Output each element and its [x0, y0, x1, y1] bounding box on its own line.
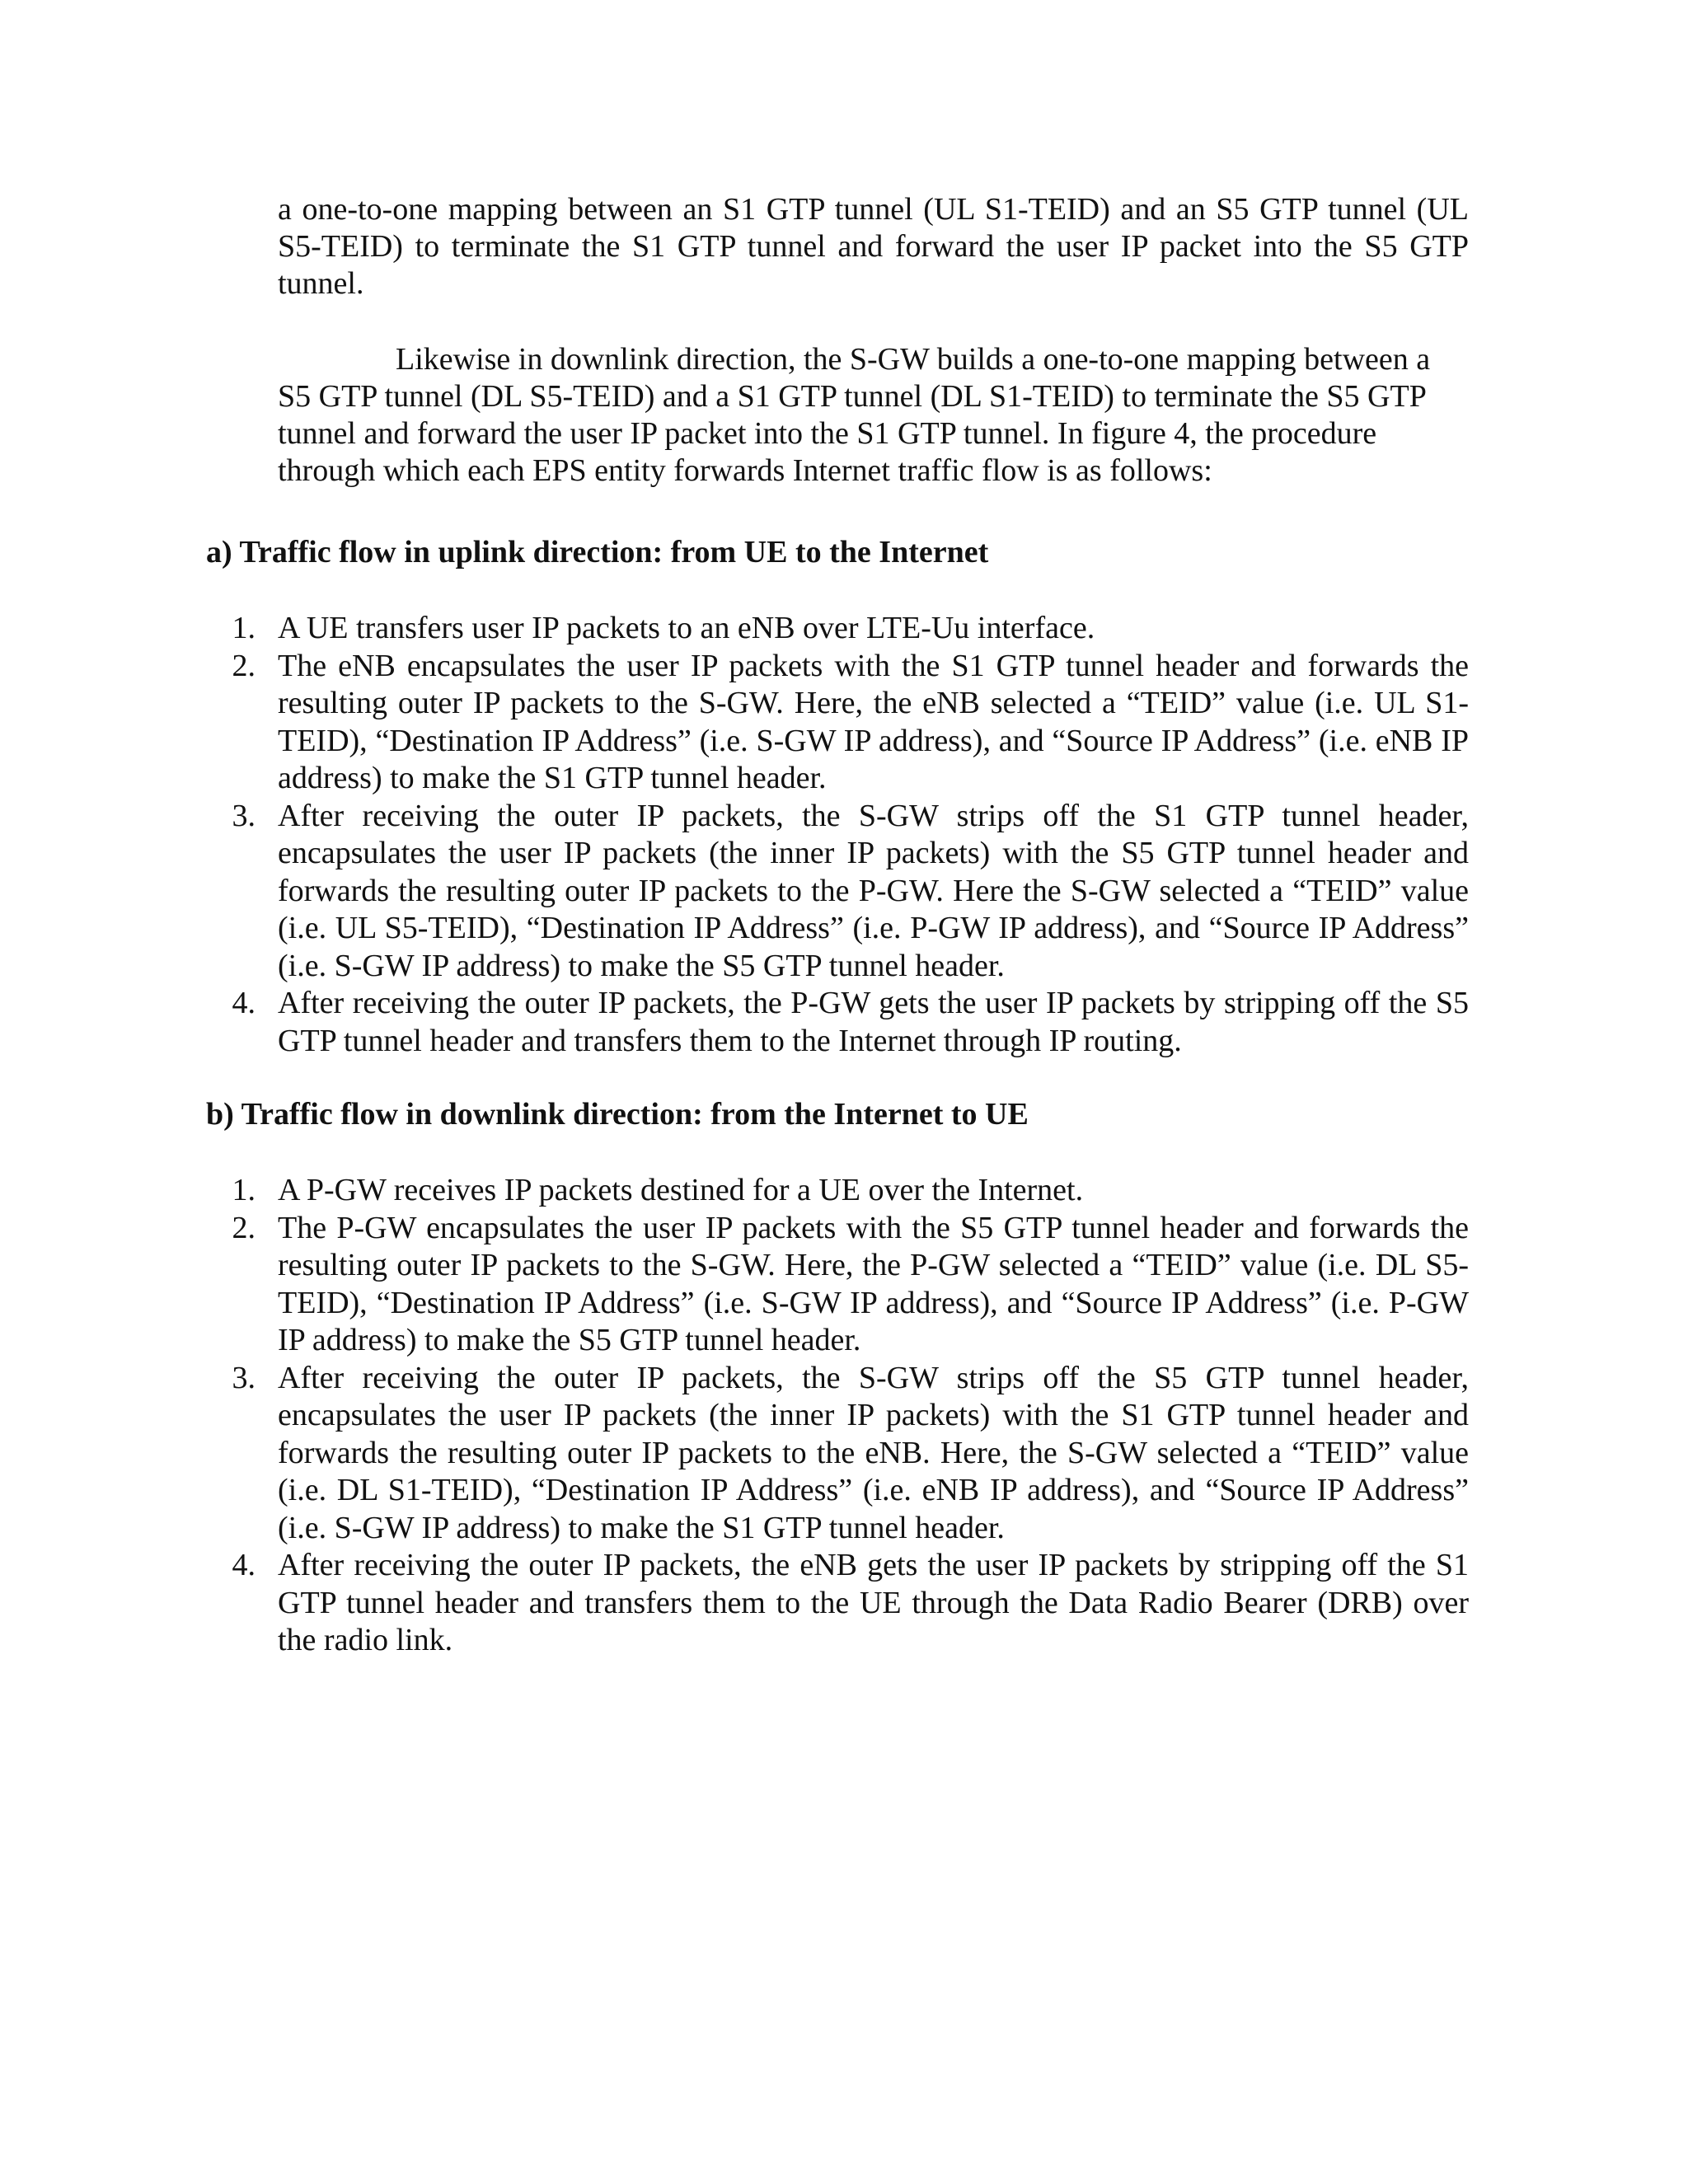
downlink-mapping-paragraph: Likewise in downlink direction, the S-GW builds a one-to-one mapping between a S5 GTP tunnel (DL S5-TEID) and a S1 GTP tunnel (DL S1-TEID) to terminate the S5 GTP tunnel and forward the user IP packet into the S1 GTP tunnel. In figure 4, the procedure through which each EPS entity forwards Internet traffic flow is as follows: — [278, 342, 1431, 488]
step-text: The P-GW encapsulates the user IP packets with the S5 GTP tunnel header and forwards the resulting outer IP packets to the S-GW. Here, the P-GW selected a “TEID” value (i.e. DL S5-TEID), “Destination IP Address” (i.e. S-GW IP address), and “Source IP Address” (i.e. P-GW IP address) to make the S5 GTP tunnel header. — [278, 1210, 1469, 1357]
step-number: 1. — [232, 1173, 256, 1207]
list-item — [223, 610, 1469, 648]
step-number: 4. — [232, 1548, 256, 1582]
list-item — [223, 798, 1469, 986]
list-item — [223, 1547, 1469, 1660]
step-text: The eNB encapsulates the user IP packets with the S1 GTP tunnel header and forwards the resulting outer IP packets to the S-GW. Here, the eNB selected a “TEID” value (i.e. UL S1-TEID), “Destination IP Address” (i.e. S-GW IP address), and “Source IP Address” (i.e. eNB IP address) to make the S1 GTP tunnel header. — [278, 648, 1469, 795]
downlink-section-heading: b) Traffic flow in downlink direction: from the Internet to UE — [206, 1097, 1029, 1132]
step-text: After receiving the outer IP packets, the eNB gets the user IP packets by stripping off the S1 GTP tunnel header and transfers them to the UE through the Data Radio Bearer (DRB) over the radio link. — [278, 1548, 1469, 1657]
step-number: 2. — [232, 648, 256, 683]
step-text: After receiving the outer IP packets, the S-GW strips off the S5 GTP tunnel header, encapsulates the user IP packets (the inner IP packets) with the S1 GTP tunnel header and forwards the resulting outer IP packets to the eNB. Here, the S-GW selected a “TEID” value (i.e. DL S1-TEID), “Destination IP Address” (i.e. eNB IP address), and “Source IP Address” (i.e. S-GW IP address) to make the S1 GTP tunnel header. — [278, 1360, 1469, 1545]
list-item — [223, 1360, 1469, 1548]
step-text: A UE transfers user IP packets to an eNB over LTE-Uu interface. — [278, 611, 1095, 645]
list-item — [223, 648, 1469, 798]
intro-paragraph-continuation: a one-to-one mapping between an S1 GTP tunnel (UL S1-TEID) and an S5 GTP tunnel (UL S5-TEID) to terminate the S1 GTP tunnel and forward the user IP packet into the S5 GTP tunnel. — [278, 192, 1469, 301]
downlink-steps-list — [223, 1172, 1469, 1660]
list-item — [223, 985, 1469, 1060]
step-number: 2. — [232, 1210, 256, 1245]
step-number: 1. — [232, 611, 256, 645]
step-number: 4. — [232, 986, 256, 1020]
step-text: After receiving the outer IP packets, the P-GW gets the user IP packets by stripping off the S5 GTP tunnel header and transfers them to the Internet through IP routing. — [278, 986, 1469, 1058]
list-item — [223, 1210, 1469, 1360]
list-item — [223, 1172, 1469, 1210]
step-text: A P-GW receives IP packets destined for a UE over the Internet. — [278, 1173, 1084, 1207]
step-number: 3. — [232, 798, 256, 833]
uplink-steps-list — [223, 610, 1469, 1060]
uplink-section-heading: a) Traffic flow in uplink direction: from UE to the Internet — [206, 535, 989, 569]
step-text: After receiving the outer IP packets, the S-GW strips off the S1 GTP tunnel header, encapsulates the user IP packets (the inner IP packets) with the S5 GTP tunnel header and forwards the resulting outer IP packets to the P-GW. Here the S-GW selected a “TEID” value (i.e. UL S5-TEID), “Destination IP Address” (i.e. P-GW IP address), and “Source IP Address” (i.e. S-GW IP address) to make the S5 GTP tunnel header. — [278, 798, 1469, 983]
step-number: 3. — [232, 1360, 256, 1395]
